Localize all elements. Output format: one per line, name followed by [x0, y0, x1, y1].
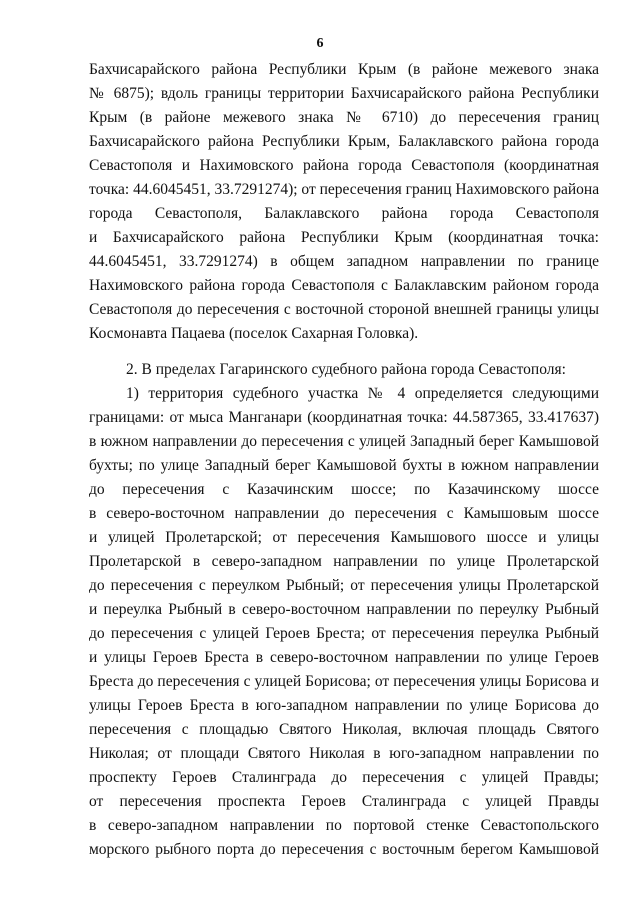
- text-line: Космонавта Пацаева (поселок Сахарная Головка).: [89, 325, 419, 342]
- text-line: до пересечения с переулком Рыбный; от пересечения улицы Пролетарской: [89, 577, 599, 594]
- text-line: Николая; от площади Святого Николая в юго-западном направлении по: [89, 745, 599, 762]
- text-line: 44.6045451, 33.7291274) в общем западном направлении по границе: [89, 253, 599, 270]
- text-line: в южном направлении до пересечения с улицей Западный берег Камышовой: [89, 433, 599, 450]
- text-line: Бахчисарайского района Республики Крым, Балаклавского района города: [89, 133, 599, 150]
- text-line: морского рыбного порта до пересечения с восточным берегом Камышовой: [89, 841, 599, 858]
- text-line: и улицей Пролетарской; от пересечения Камышового шоссе и улицы: [89, 529, 599, 546]
- section-heading: 2. В пределах Гагаринского судебного района города Севастополя:: [126, 361, 566, 378]
- text-line: Пролетарской в северо-западном направлении по улице Пролетарской: [89, 553, 599, 570]
- text-line: границами: от мыса Манганари (координатная точка: 44.587365, 33.417637): [89, 409, 599, 426]
- text-line: и Бахчисарайского района Республики Крым (координатная точка:: [89, 229, 599, 246]
- text-line: Нахимовского района города Севастополя с Балаклавским районом города: [89, 277, 599, 294]
- text-line: и переулка Рыбный в северо-восточном направлении по переулку Рыбный: [89, 601, 599, 618]
- page-number: 6: [316, 36, 324, 51]
- text-line: Бахчисарайского района Республики Крым (в районе межевого знака: [89, 61, 599, 78]
- text-line: улицы Героев Бреста в юго-западном направлении по улице Борисова до: [89, 697, 599, 714]
- text-line: до пересечения с Казачинским шоссе; по Казачинскому шоссе: [89, 481, 599, 498]
- text-line: Севастополя и Нахимовского района города Севастополя (координатная: [89, 157, 599, 174]
- text-line: в северо-западном направлении по портовой стенке Севастопольского: [89, 817, 599, 834]
- text-line: пересечения с площадью Святого Николая, включая площадь Святого: [89, 721, 599, 738]
- text-line: бухты; по улице Западный берег Камышовой бухты в южном направлении: [89, 457, 599, 474]
- text-line: города Севастополя, Балаклавского района города Севастополя: [89, 205, 599, 222]
- text-line: до пересечения с улицей Героев Бреста; от пересечения переулка Рыбный: [89, 625, 599, 642]
- text-line: от пересечения проспекта Героев Сталинграда с улицей Правды: [89, 793, 599, 810]
- text-line: точка: 44.6045451, 33.7291274); от пересечения границ Нахимовского района: [89, 181, 600, 198]
- text-line: Крым (в районе межевого знака № 6710) до пересечения границ: [89, 109, 599, 126]
- text-line: Севастополя до пересечения с восточной стороной внешней границы улицы: [89, 301, 599, 318]
- text-line: в северо-восточном направлении до пересечения с Камышовым шоссе: [89, 505, 599, 522]
- text-line: № 6875); вдоль границы территории Бахчисарайского района Республики: [89, 85, 599, 102]
- text-line: и улицы Героев Бреста в северо-восточном направлении по улице Героев: [89, 649, 599, 666]
- text-line: Бреста до пересечения с улицей Борисова; от пересечения улицы Борисова и: [89, 673, 599, 690]
- text-line: проспекту Героев Сталинграда до пересечения с улицей Правды;: [89, 769, 599, 786]
- text-line: 1) территория судебного участка № 4 определяется следующими: [126, 385, 599, 402]
